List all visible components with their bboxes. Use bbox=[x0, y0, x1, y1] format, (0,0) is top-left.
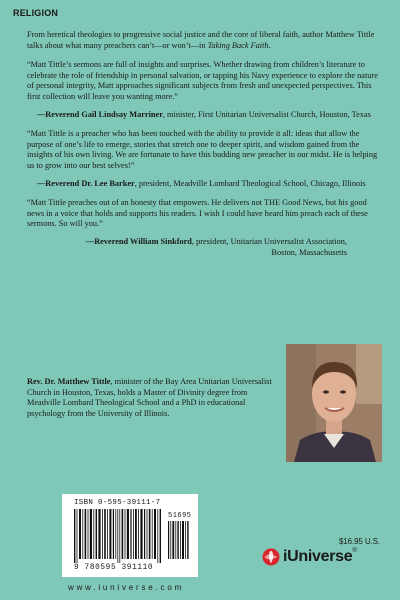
publisher-name-text: iUniverse bbox=[283, 548, 353, 565]
blurb-quote: “Matt Tittle preaches out of an honesty that empowers. He delivers not THE Good News, but his good news in a voice that holds and supports his readers. I wish I could have heard him preach each of these sermons. So will you.” bbox=[27, 198, 368, 229]
attribution-location: Boston, Massachusetts bbox=[271, 247, 347, 257]
trademark-symbol: ® bbox=[352, 548, 357, 554]
blurb-quote: “Matt Tittle’s sermons are full of insights and surprises. Whether drawing from children’s literature to celebrate the role of friendship in personal salvation, or tapping his Navy experience to explore the nature of personal integrity, Matt approaches significant subjects from fresh and unexpected perspectives. This first collection will leave you wanting more.” bbox=[27, 60, 378, 101]
attribution-name: —Reverend Dr. Lee Barker bbox=[37, 178, 135, 188]
attribution-title: , minister, First Unitarian Universalist Church, Houston, Texas bbox=[162, 109, 371, 119]
attribution-title: , president, Meadville Lombard Theological School, Chicago, Illinois bbox=[134, 178, 366, 188]
publisher-logo bbox=[262, 546, 356, 568]
publisher-name bbox=[283, 548, 356, 566]
back-cover-text bbox=[27, 30, 382, 267]
isbn-barcode bbox=[62, 494, 198, 577]
attribution-name: —Reverend William Sinkford bbox=[85, 236, 192, 246]
attribution-title: , president, Unitarian Universalist Association, bbox=[191, 236, 347, 246]
blurb-quote: “Matt Tittle is a preacher who has been touched with the ability to provide it all: ideas that allow the purpose of one’s life to emerge, stories that stretch one to deeper spirit, and wisdom gained from the insights of his own living. We are fortunate to have this budding new preacher in our midst. He is helping us to grow into our best selves!” bbox=[27, 129, 378, 170]
intro-paragraph bbox=[27, 30, 382, 51]
isbn-number: ISBN 0-595-39111-7 bbox=[74, 499, 161, 507]
category-label: RELIGION bbox=[13, 8, 59, 18]
book-title: Taking Back Faith bbox=[207, 40, 269, 50]
publisher-url: www.iuniverse.com bbox=[68, 583, 185, 592]
author-name: Rev. Dr. Matthew Tittle bbox=[27, 377, 111, 386]
blurb-attribution bbox=[27, 179, 382, 190]
author-photo bbox=[286, 344, 382, 462]
author-bio-text: , minister of the Bay Area Unitarian Universalist Church in Houston, Texas, holds a Master of Divinity degree from Meadville Lombard Theological School and a PhD in educational psychology from the University of Illinois. bbox=[27, 377, 272, 418]
author-portrait-image bbox=[286, 344, 382, 462]
isbn-digits: 9 780595 391110 bbox=[74, 564, 154, 572]
attribution-name: —Reverend Gail Lindsay Marriner bbox=[37, 109, 163, 119]
intro-text-end: . bbox=[268, 40, 271, 50]
blurb-attribution bbox=[27, 237, 382, 258]
intro-text: From heretical theologies to progressive social justice and the core of liberal faith, author Matthew Tittle talks about what many preachers can’t—or won’t—in bbox=[27, 30, 375, 50]
retail-price: $16.95 U.S. bbox=[339, 537, 381, 546]
blurb-attribution bbox=[27, 110, 382, 121]
price-code: 51695 bbox=[168, 512, 192, 520]
author-bio bbox=[27, 377, 279, 419]
iuniverse-logo-icon bbox=[262, 548, 280, 566]
